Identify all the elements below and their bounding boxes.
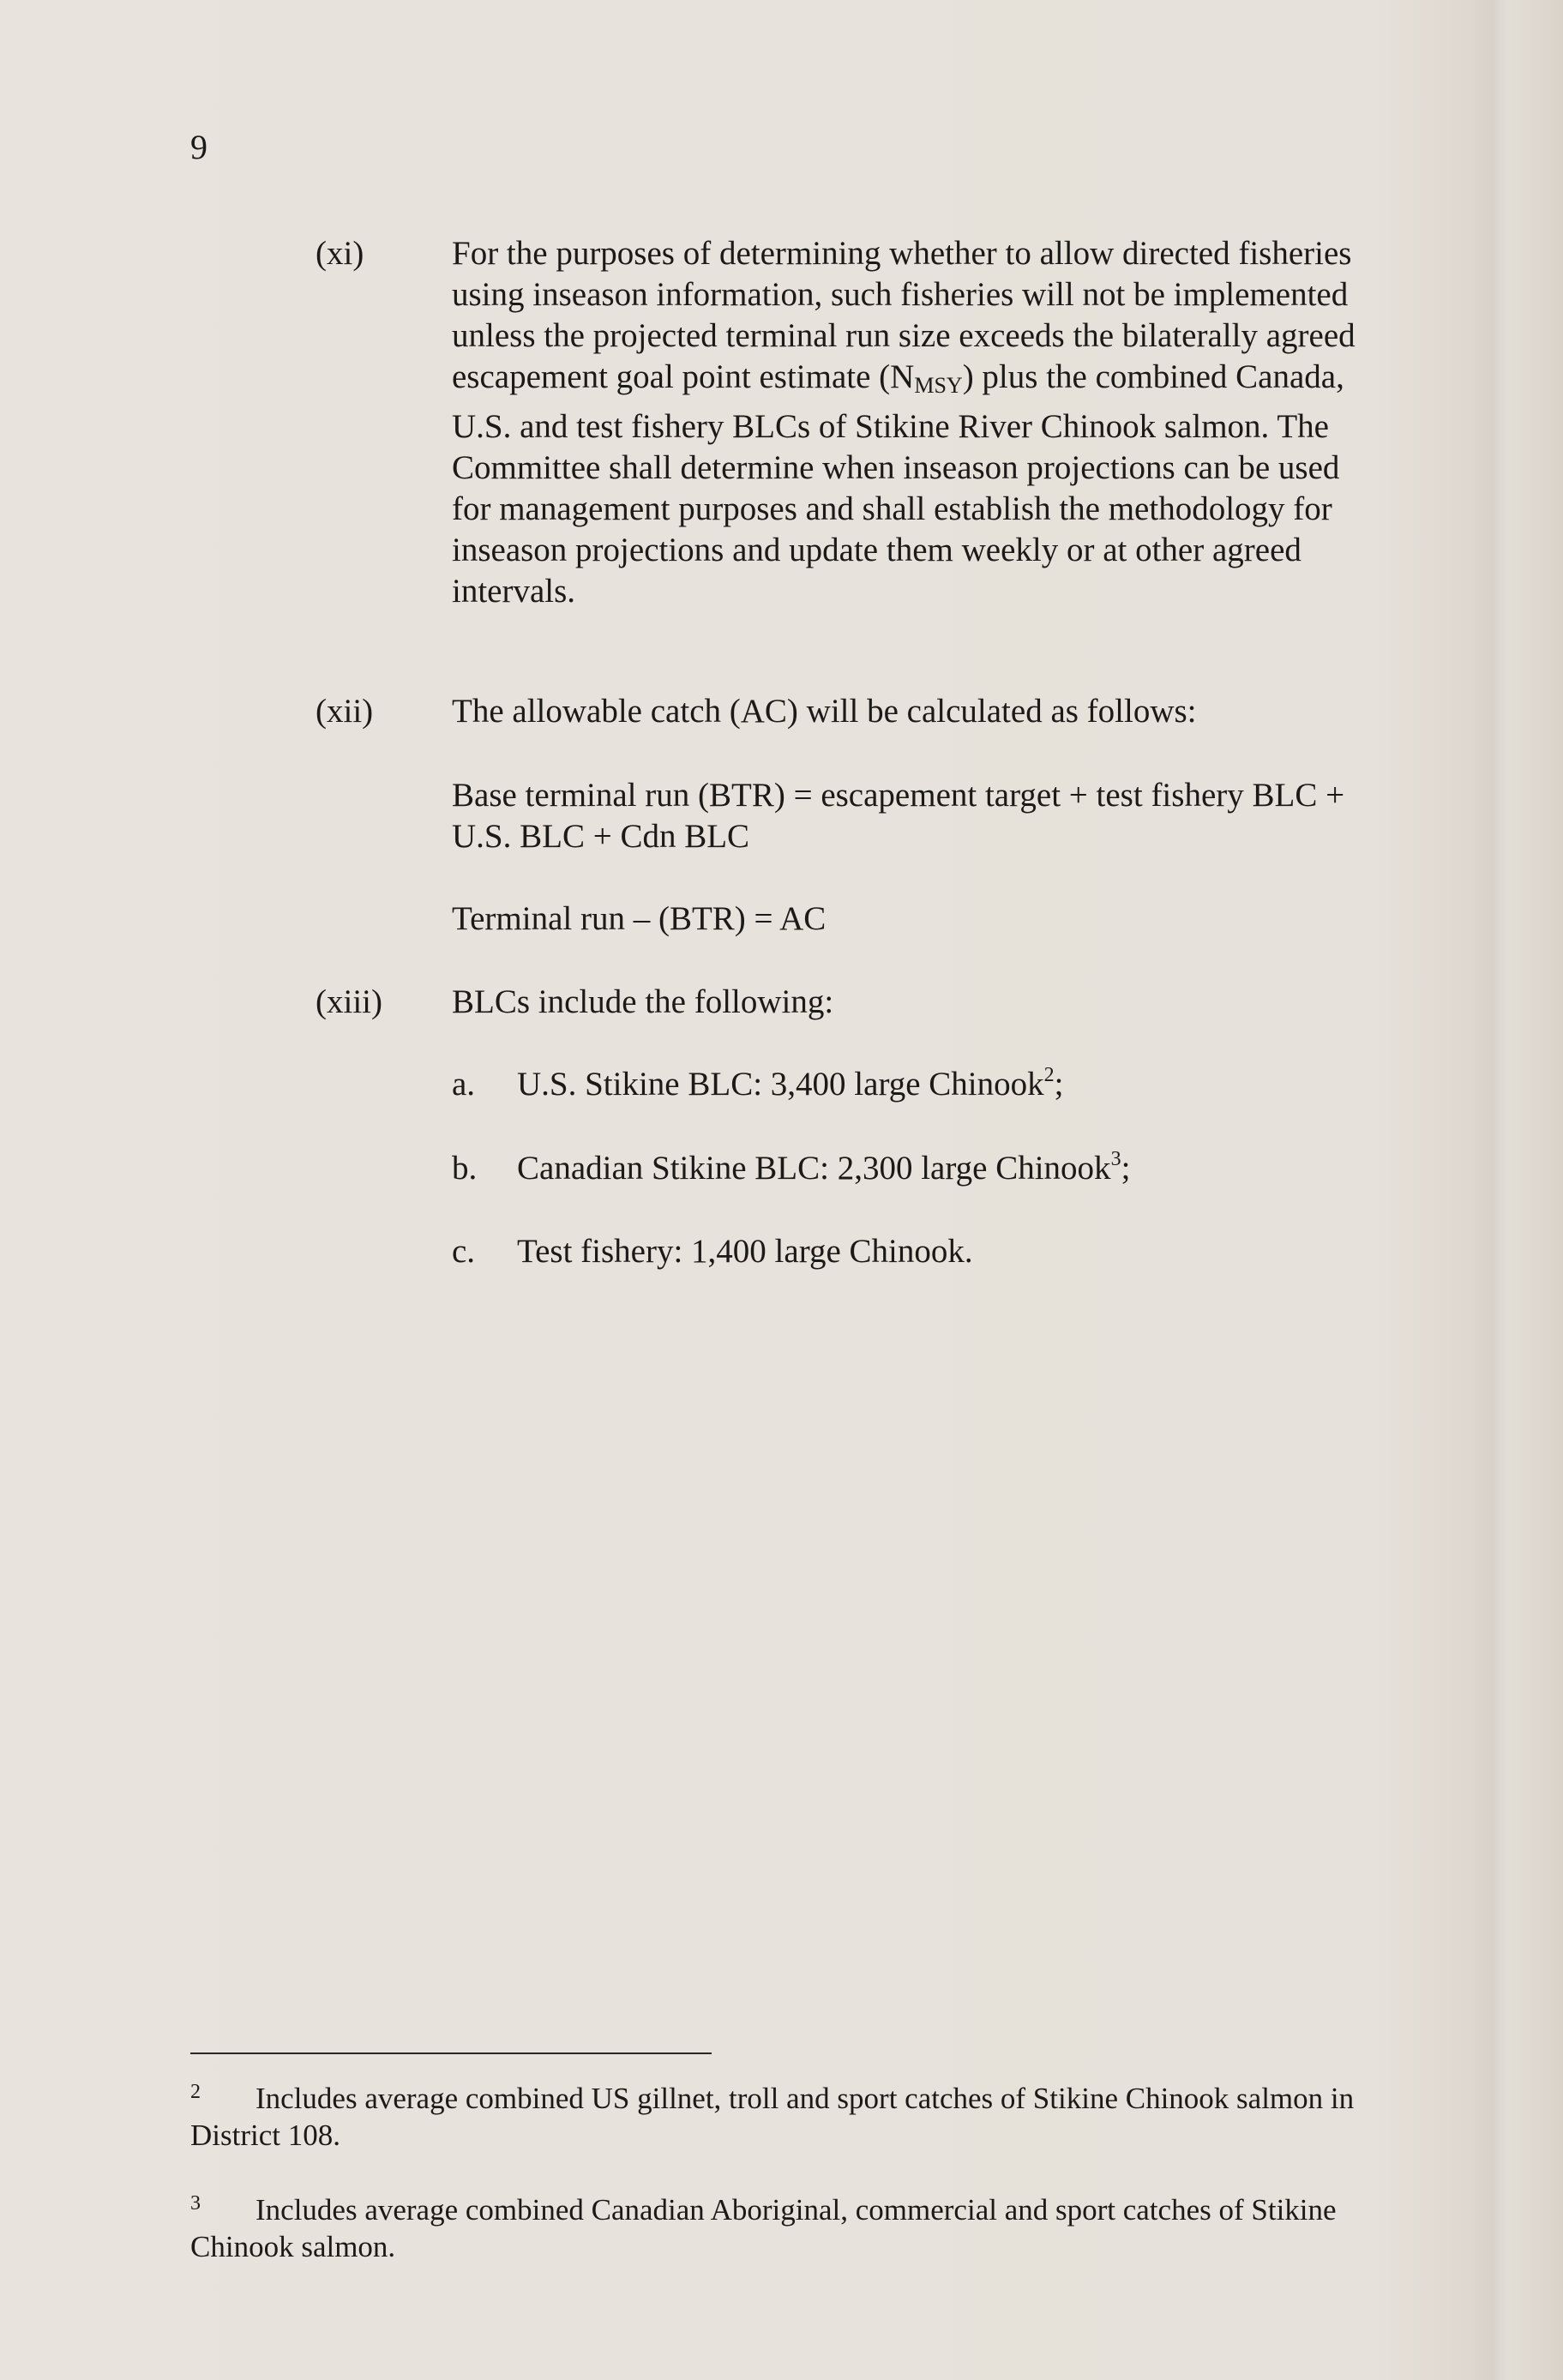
page-edge-shadow: [1473, 0, 1507, 2380]
blc-text: Test fishery: 1,400 large Chinook.: [517, 1233, 973, 1270]
blc-suffix: ;: [1121, 1150, 1131, 1187]
footnote-ref: 2: [1043, 1064, 1055, 1086]
blc-list-item: [452, 1064, 1063, 1105]
item-label-xii: (xii): [316, 693, 374, 730]
blc-letter: c.: [452, 1233, 476, 1270]
page-number: 9: [190, 128, 207, 166]
blc-list-item: [452, 1148, 1130, 1189]
footnote-ref: 3: [1110, 1148, 1121, 1170]
item-label-xi: (xi): [316, 235, 364, 272]
item-text-xi: [452, 233, 1386, 612]
msy-subscript: MSY: [914, 373, 963, 398]
footnote-2: 2 Includes average combined US gillnet, troll and sport catches of Stikine Chinook salmon in District 108.: [190, 2081, 1355, 2152]
item-xi-text-part1: For the purposes of determining whether to allow directed fisheries using inseason information, such fisheries will not be implemented unless the projected terminal run size exceeds the bilaterally agreed escapement goal point estimate (N: [452, 235, 1356, 395]
blc-letter: b.: [452, 1150, 478, 1187]
blc-text: U.S. Stikine BLC: 3,400 large Chinook: [517, 1066, 1044, 1103]
item-text-xii: The allowable catch (AC) will be calculated as follows:: [452, 693, 1197, 730]
footnote-text: Includes average combined Canadian Aboriginal, commercial and sport catches of Stikine Chinook salmon.: [190, 2193, 1337, 2263]
blc-suffix: ;: [1054, 1066, 1064, 1103]
footnote-text: Includes average combined US gillnet, troll and sport catches of Stikine Chinook salmon in District 108.: [190, 2082, 1355, 2152]
blc-letter: a.: [452, 1066, 476, 1103]
item-label-xiii: (xiii): [316, 983, 382, 1020]
footnote-divider: [190, 2052, 712, 2054]
formula-base-terminal-run: Base terminal run (BTR) = escapement target + test fishery BLC + U.S. BLC + Cdn BLC: [452, 777, 1345, 855]
formula-allowable-catch: Terminal run – (BTR) = AC: [452, 900, 827, 937]
blc-list-item: [452, 1231, 973, 1272]
footnote-3: 3 Includes average combined Canadian Aboriginal, commercial and sport catches of Stikine Chinook salmon.: [190, 2192, 1337, 2263]
item-xi-text-part2: ) plus the combined Canada, U.S. and test fishery BLCs of Stikine River Chinook salmon. The Committee shall determine when inseason projections can be used for management purposes and shall establish the methodology for inseason projections and update them weekly or at other agreed intervals.: [452, 358, 1344, 610]
blc-text: Canadian Stikine BLC: 2,300 large Chinook: [517, 1150, 1111, 1187]
item-text-xiii: BLCs include the following:: [452, 983, 834, 1020]
